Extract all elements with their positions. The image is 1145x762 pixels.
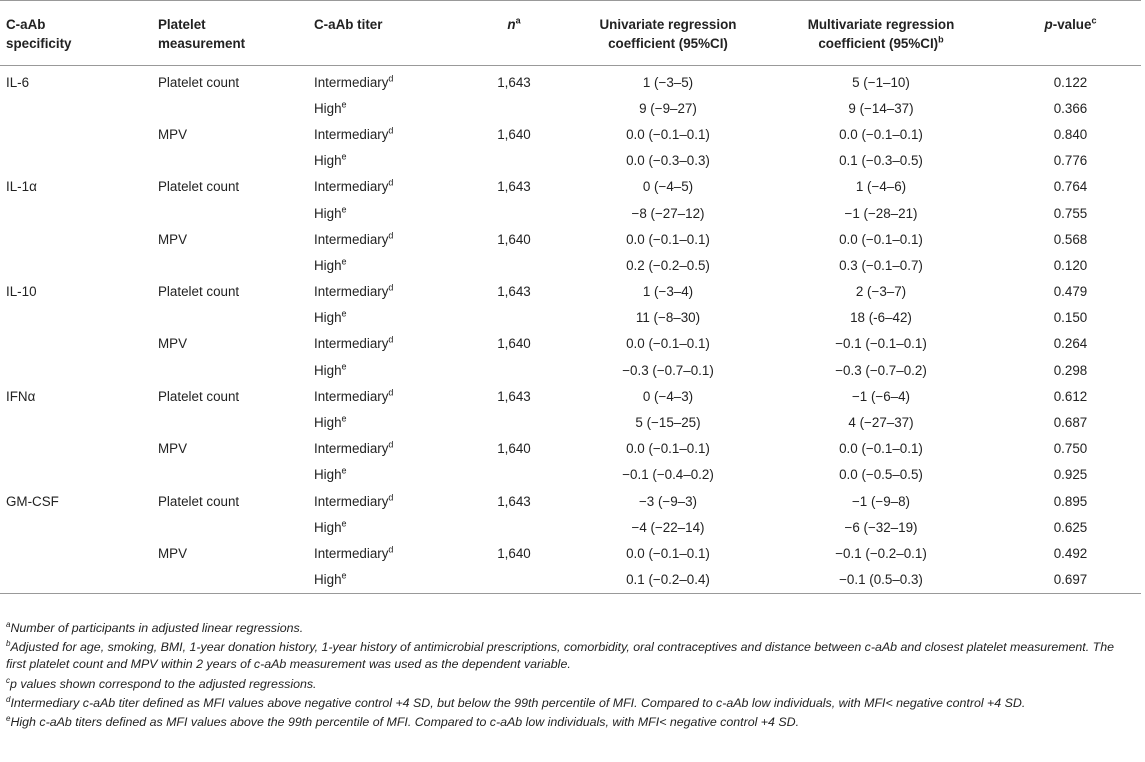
table-row — [0, 95, 1141, 121]
cell-multivariate: 0.3 (−0.1–0.7) — [839, 257, 923, 273]
cell-measurement: MPV — [158, 545, 188, 561]
cell-measurement: Platelet count — [158, 74, 240, 90]
cell-titer: Intermediary$^d$ — [314, 177, 394, 195]
footnote: $^a$Number of participants in adjusted linear regressions. — [6, 619, 304, 635]
cell-n: 1,640 — [497, 231, 531, 247]
cell-n: 1,643 — [497, 74, 531, 90]
cell-pvalue: 0.755 — [1053, 205, 1088, 221]
cell-n — [454, 462, 574, 488]
cell-n: 1,643 — [497, 284, 531, 300]
cell-pvalue: 0.764 — [1053, 179, 1088, 195]
cell-univariate: −0.1 (−0.4–0.2) — [622, 467, 714, 483]
cell-measurement — [158, 148, 314, 174]
table-row — [0, 357, 1141, 383]
cell-pvalue: 0.697 — [1000, 567, 1141, 594]
cell-measurement — [158, 95, 314, 121]
cell-measurement — [158, 409, 314, 435]
cell-measurement: MPV — [158, 231, 188, 247]
cell-measurement — [158, 514, 314, 540]
cell-specificity — [0, 226, 158, 252]
cell-multivariate: 0.0 (−0.1–0.1) — [839, 231, 923, 247]
table-row — [0, 488, 1141, 514]
cell-measurement: MPV — [158, 336, 188, 352]
cell-n — [454, 409, 574, 435]
cell-titer: Intermediary$^d$ — [314, 492, 394, 509]
table-row — [0, 66, 1141, 96]
cell-univariate: 1 (−3–4) — [642, 284, 694, 300]
footnote: $^c$p values shown correspond to the adjusted regressions. — [6, 675, 317, 691]
cell-titer: High$^e$ — [314, 518, 347, 535]
cell-univariate: 0.2 (−0.2–0.5) — [626, 257, 710, 273]
cell-specificity — [0, 409, 158, 435]
cell-specificity — [0, 252, 158, 278]
cell-pvalue: 0.366 — [1053, 100, 1088, 116]
table-row — [0, 540, 1141, 566]
footnotes — [6, 620, 1136, 733]
table-row — [0, 383, 1141, 409]
cell-specificity — [0, 540, 158, 566]
cell-titer: Intermediary$^d$ — [314, 439, 394, 457]
table-row — [0, 305, 1141, 331]
footnote: $^d$Intermediary c-aAb titer defined as MFI values above negative control +4 SD, but below the 99th percentile of MFI. Compared to c-aAb low individuals, with MFI< negative control +4 SD. — [6, 694, 1026, 710]
cell-specificity — [0, 567, 158, 594]
cell-pvalue: 0.840 — [1053, 126, 1088, 142]
cell-univariate: 11 (−8–30) — [635, 310, 701, 326]
cell-univariate: 0.0 (−0.1–0.1) — [626, 545, 710, 561]
table-row — [0, 514, 1141, 540]
cell-titer: High$^e$ — [314, 204, 347, 221]
cell-n — [454, 305, 574, 331]
cell-multivariate: 4 (−27–37) — [848, 415, 914, 431]
cell-pvalue: 0.150 — [1053, 310, 1088, 326]
footnote: $^b$Adjusted for age, smoking, BMI, 1-year donation history, 1-year history of antimicrobial prescriptions, comorbidity, oral contraceptives and distance between c-aAb and closest platelet measurement. The first platelet count and MPV within 2 years of c-aAb measurement was used as the dependent variable. — [6, 639, 1114, 672]
cell-specificity — [0, 331, 158, 357]
cell-specificity — [0, 436, 158, 462]
cell-pvalue: 0.120 — [1053, 257, 1088, 273]
cell-multivariate: −1 (−9–8) — [851, 493, 911, 509]
table-row — [0, 174, 1141, 200]
cell-specificity: IFNα — [6, 388, 36, 404]
table-row — [0, 331, 1141, 357]
cell-pvalue: 0.568 — [1053, 231, 1088, 247]
cell-specificity — [0, 121, 158, 147]
cell-measurement: Platelet count — [158, 179, 240, 195]
cell-pvalue: 0.687 — [1053, 415, 1088, 431]
cell-titer: Intermediary$^d$ — [314, 387, 394, 404]
cell-titer: High$^e$ — [314, 465, 347, 483]
cell-univariate: −8 (−27–12) — [631, 205, 705, 221]
cell-measurement — [158, 567, 314, 594]
header-multivariate: Multivariate regression coefficient $(95\%CI)^b$ — [762, 1, 1000, 66]
cell-univariate: 0 (−4–5) — [642, 179, 694, 195]
table-row — [0, 462, 1141, 488]
cell-n: 1,640 — [497, 545, 531, 561]
cell-specificity: IL-1α — [6, 179, 37, 195]
cell-univariate: 0.0 (−0.1–0.1) — [626, 441, 710, 457]
cell-univariate: −0.3 (−0.7–0.1) — [622, 362, 714, 378]
cell-titer: Intermediary$^d$ — [314, 282, 394, 300]
header-row — [0, 1, 1141, 66]
cell-n: 1,640 — [497, 126, 531, 142]
cell-pvalue: 0.612 — [1053, 388, 1088, 404]
cell-pvalue: 0.264 — [1053, 336, 1088, 352]
cell-univariate: 1 (−3–5) — [642, 74, 694, 90]
cell-measurement — [158, 305, 314, 331]
cell-titer: High$^e$ — [314, 308, 347, 326]
cell-n: 1,643 — [497, 388, 531, 404]
table-row — [0, 148, 1141, 174]
cell-multivariate: 2 (−3–7) — [855, 284, 907, 300]
table-row — [0, 226, 1141, 252]
cell-multivariate: −0.3 (−0.7–0.2) — [835, 362, 927, 378]
cell-measurement: Platelet count — [158, 493, 240, 509]
cell-multivariate: 9 (−14–37) — [848, 100, 914, 116]
cell-titer: High$^e$ — [314, 256, 347, 273]
cell-specificity: IL-6 — [6, 74, 30, 90]
table-body — [0, 66, 1141, 594]
header-univariate: Univariate regression coefficient (95%CI) — [574, 1, 762, 66]
cell-multivariate: 0.0 (−0.5–0.5) — [839, 467, 923, 483]
table-row — [0, 409, 1141, 435]
cell-n: 1,640 — [497, 441, 531, 457]
table-row — [0, 121, 1141, 147]
cell-univariate: 0.0 (−0.1–0.1) — [626, 126, 710, 142]
cell-pvalue: 0.625 — [1053, 519, 1088, 535]
table-row — [0, 436, 1141, 462]
cell-multivariate: 0.1 (−0.3–0.5) — [839, 153, 923, 169]
cell-univariate: −4 (−22–14) — [631, 519, 705, 535]
cell-pvalue: 0.895 — [1053, 493, 1088, 509]
cell-measurement — [158, 462, 314, 488]
cell-n — [454, 95, 574, 121]
cell-pvalue: 0.776 — [1053, 153, 1088, 169]
header-measurement: Platelet measurement — [158, 1, 314, 66]
header-n: $n^a$ — [454, 1, 574, 66]
cell-univariate: 0.1 (−0.2–0.4) — [574, 567, 762, 594]
cell-n — [454, 514, 574, 540]
cell-multivariate: −1 (−6–4) — [851, 388, 911, 404]
cell-measurement — [158, 200, 314, 226]
cell-specificity — [0, 514, 158, 540]
cell-univariate: 0.0 (−0.3–0.3) — [626, 153, 710, 169]
cell-multivariate: 1 (−4–6) — [855, 179, 907, 195]
cell-titer: Intermediary$^d$ — [314, 125, 394, 142]
cell-multivariate: 18 (-6–42) — [850, 310, 912, 326]
cell-measurement: MPV — [158, 126, 188, 142]
cell-multivariate: 5 (−1–10) — [852, 74, 910, 90]
table-row — [0, 200, 1141, 226]
cell-n — [454, 567, 574, 594]
cell-titer: High$^e$ — [314, 567, 454, 594]
cell-titer: High$^e$ — [314, 361, 347, 378]
cell-n — [454, 148, 574, 174]
table-row — [0, 279, 1141, 305]
cell-multivariate: −0.1 (−0.1–0.1) — [835, 336, 927, 352]
cell-multivariate: −0.1 (−0.2–0.1) — [835, 545, 927, 561]
header-pvalue: p-value$^c$ — [1000, 1, 1141, 66]
cell-pvalue: 0.479 — [1053, 284, 1088, 300]
cell-pvalue: 0.492 — [1053, 545, 1088, 561]
cell-univariate: 9 (−9–27) — [639, 100, 697, 116]
cell-titer: High$^e$ — [314, 151, 347, 169]
cell-specificity — [0, 305, 158, 331]
cell-multivariate: −0.1 (0.5–0.3) — [762, 567, 1000, 594]
cell-titer: Intermediary$^d$ — [314, 335, 394, 352]
cell-n: 1,643 — [497, 493, 531, 509]
cell-measurement: Platelet count — [158, 388, 240, 404]
cell-univariate: 0.0 (−0.1–0.1) — [626, 336, 710, 352]
cell-univariate: −3 (−9–3) — [638, 493, 698, 509]
cell-n — [454, 357, 574, 383]
cell-specificity: GM-CSF — [6, 493, 59, 509]
cell-n: 1,643 — [497, 179, 531, 195]
table-row — [0, 567, 1141, 594]
table-row — [0, 252, 1141, 278]
cell-multivariate: −6 (−32–19) — [844, 519, 918, 535]
cell-specificity — [0, 148, 158, 174]
cell-titer: High$^e$ — [314, 99, 347, 116]
cell-multivariate: −1 (−28–21) — [844, 205, 918, 221]
cell-measurement — [158, 357, 314, 383]
cell-specificity: IL-10 — [6, 284, 37, 300]
cell-n — [454, 252, 574, 278]
footnote: $^e$High c-aAb titers defined as MFI values above the 99th percentile of MFI. Compared to c-aAb low individuals, with MFI< negative control +4 SD. — [6, 713, 800, 730]
cell-univariate: 0.0 (−0.1–0.1) — [626, 231, 710, 247]
cell-n — [454, 200, 574, 226]
cell-measurement: Platelet count — [158, 284, 240, 300]
cell-pvalue: 0.122 — [1053, 74, 1088, 90]
cell-univariate: 5 (−15–25) — [635, 415, 701, 431]
header-titer: C-aAb titer — [314, 1, 454, 66]
cell-titer: Intermediary$^d$ — [314, 230, 394, 247]
cell-specificity — [0, 357, 158, 383]
cell-titer: Intermediary$^d$ — [314, 73, 394, 90]
cell-pvalue: 0.750 — [1053, 441, 1088, 457]
cell-n: 1,640 — [497, 336, 531, 352]
cell-measurement — [158, 252, 314, 278]
cell-measurement: MPV — [158, 441, 188, 457]
cell-pvalue: 0.925 — [1053, 467, 1088, 483]
cell-titer: Intermediary$^d$ — [314, 544, 394, 561]
cell-titer: High$^e$ — [314, 413, 347, 431]
cell-specificity — [0, 462, 158, 488]
cell-specificity — [0, 95, 158, 121]
cell-pvalue: 0.298 — [1053, 362, 1088, 378]
cell-multivariate: 0.0 (−0.1–0.1) — [839, 126, 923, 142]
header-specificity: C-aAb specificity — [0, 1, 158, 66]
cell-univariate: 0 (−4–3) — [642, 388, 694, 404]
cell-specificity — [0, 200, 158, 226]
cell-multivariate: 0.0 (−0.1–0.1) — [839, 441, 923, 457]
